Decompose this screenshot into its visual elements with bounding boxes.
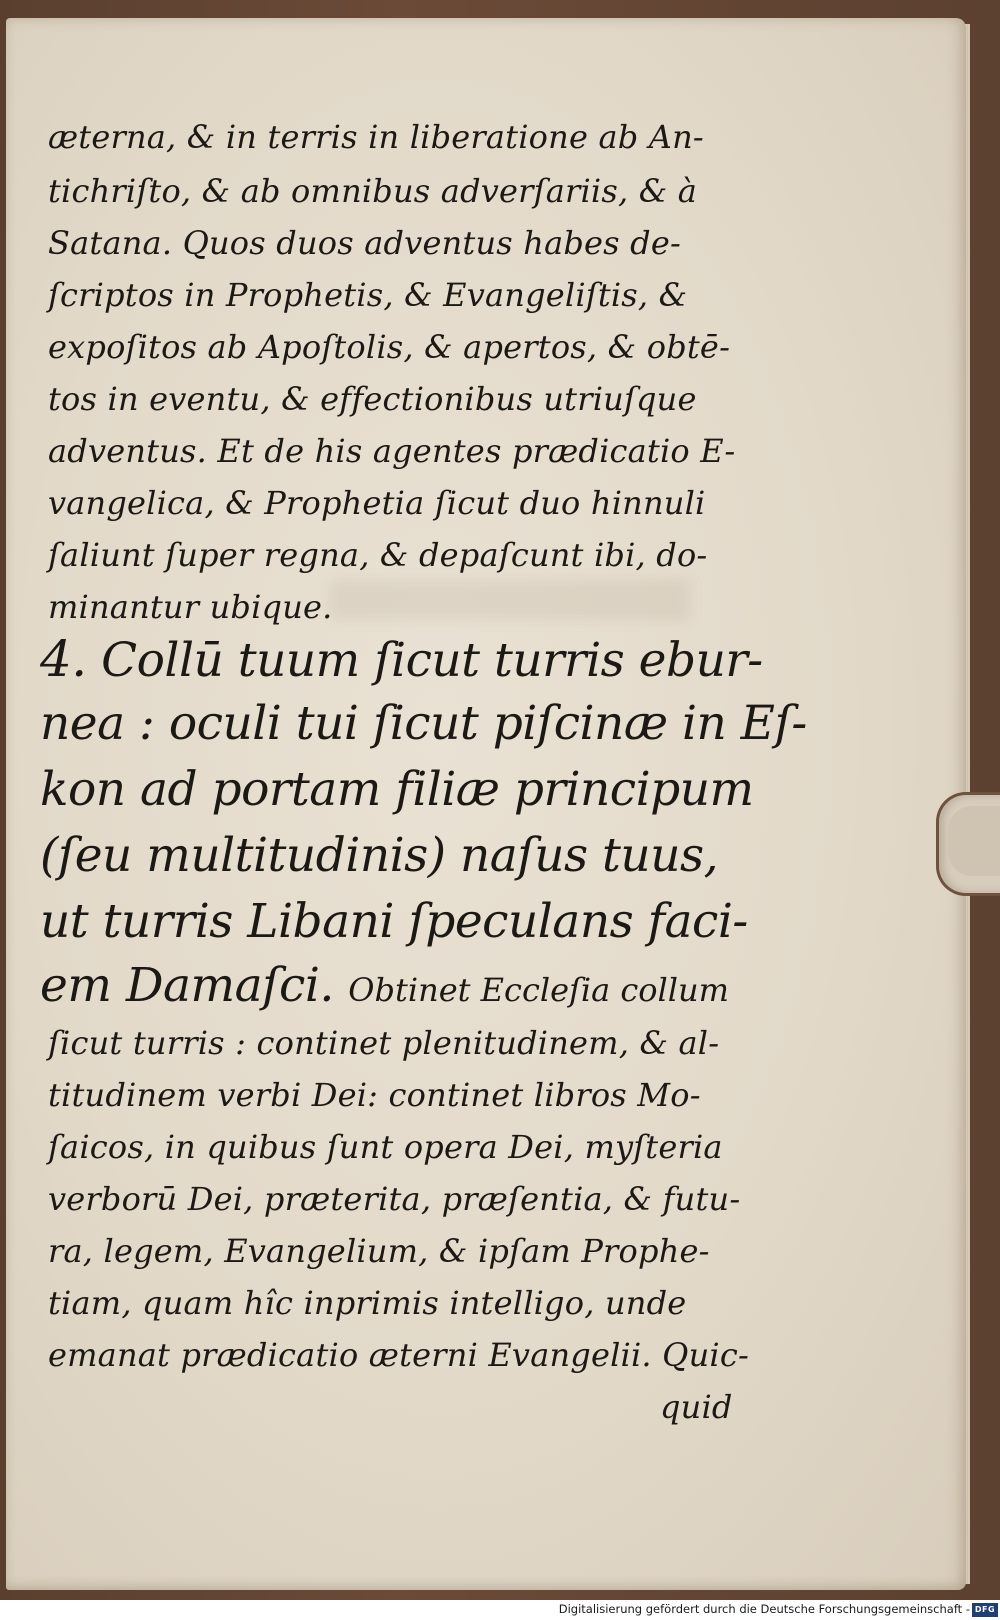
text-line: Satana. Quos duos adventus habes de-: [48, 224, 682, 262]
footer-bar: [0, 1600, 1000, 1620]
catchword: quid: [660, 1388, 733, 1426]
verse-line: kon ad portam filiæ principum: [40, 762, 754, 817]
text-line: ra, legem, Evangelium, & ipſam Prophe-: [48, 1232, 710, 1270]
verse-line: ut turris Libani ſpeculans faci-: [40, 894, 748, 949]
verse-line: em Damaſci.: [40, 958, 334, 1013]
show-through-ink: [330, 580, 690, 620]
text-line: verborū Dei, præterita, præſentia, & futu-: [48, 1180, 741, 1218]
verse-line: nea : oculi tui ſicut piſcinæ in Eſ-: [40, 696, 807, 751]
text-line: vangelica, & Prophetia ſicut duo hinnuli: [48, 484, 706, 522]
text-line: expoſitos ab Apoſtolis, & apertos, & obtē-: [48, 328, 731, 366]
verse-last-line: [40, 958, 729, 1013]
text-line: ſaliunt ſuper regna, & depaſcunt ibi, do-: [48, 536, 708, 574]
verse-number: 4.: [40, 630, 87, 688]
text-line: adventus. Et de his agentes prædicatio E-: [48, 432, 736, 470]
dfg-logo: DFG: [972, 1603, 998, 1617]
commentary-start: Obtinet Eccleſia collum: [348, 971, 729, 1009]
text-line: ſcriptos in Prophetis, & Evangeliſtis, &: [48, 276, 688, 314]
text-line: tos in eventu, & effectionibus utriuſque: [48, 380, 697, 418]
text-line: ſicut turris : continet plenitudinem, & al-: [48, 1024, 720, 1062]
book-clasp-inner: [948, 806, 1000, 876]
text-line: minantur ubique.: [48, 588, 333, 626]
text-line: tiam, quam hîc inprimis intelligo, unde: [48, 1284, 687, 1322]
text-line: emanat prædicatio æterni Evangelii. Quic-: [48, 1336, 749, 1374]
funding-credit: Digitalisierung gefördert durch die Deutsche Forschungsgemeinschaft -: [558, 1602, 970, 1616]
verse-line: Collū tuum ſicut turris ebur-: [101, 633, 763, 688]
verse-line: (ſeu multitudinis) naſus tuus,: [40, 828, 719, 883]
text-line: æterna, & in terris in liberatione ab An-: [48, 118, 704, 156]
text-line: ſaicos, in quibus ſunt opera Dei, myſteria: [48, 1128, 723, 1166]
verse-first-line: [40, 630, 763, 688]
text-line: titudinem verbi Dei: continet libros Mo-: [48, 1076, 701, 1114]
text-line: tichriſto, & ab omnibus adverſariis, & à: [48, 172, 698, 210]
